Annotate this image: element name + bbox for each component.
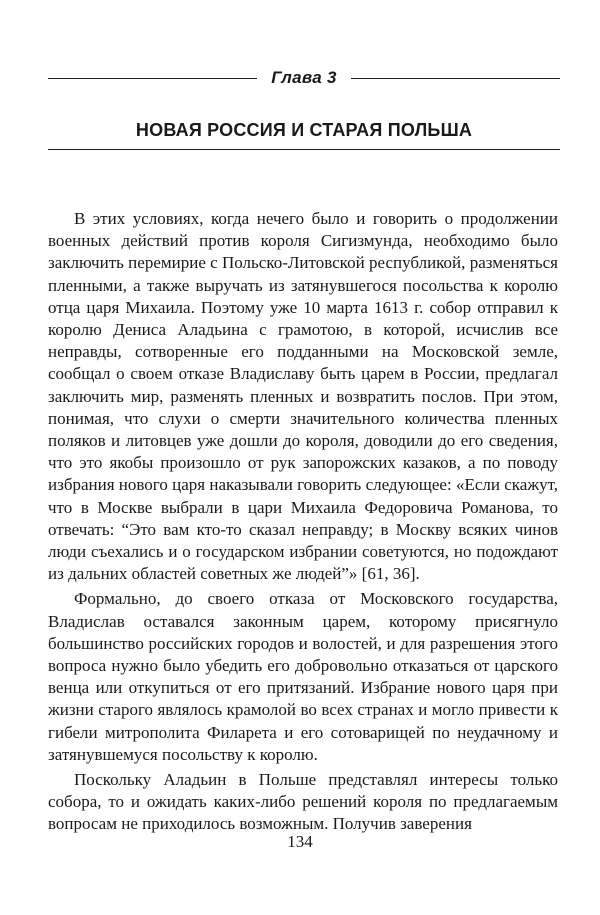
paragraph: Формально, до своего отказа от Московского государства, Владислав оставался законным царем, которому присягнуло большинство российских городов и волостей, и для разрешения этого вопроса нужно было убедить его добровольно отказаться от царского венца или откупиться от его притязаний. Избрание нового царя при жизни старого являлось крамолой во всех странах и могло привести к гибели митрополита Филарета и его сотоварищей по неудачному и затянувшемуся посольству к королю. <box>48 589 558 764</box>
chapter-rule-right <box>351 78 560 79</box>
paragraph: В этих условиях, когда нечего было и говорить о продолжении военных действий против короля Сигизмунда, необходимо было заключить перемирие с Польско-Литовской республикой, разменяться пленными, а также выручать из затянувшегося посольства к королю отца царя Михаила. Поэтому уже 10 марта 1613 г. собор отправил к королю Дениса Аладьина с грамотою, в которой, исчислив все неправды, сотворенные его подданными на Московской земле, сообщал о своем отказе Владиславу быть царем в России, предлагал заключить мир, разменять пленных и возвратить послов. При этом, понимая, что слухи о смерти значительного количества пленных поляков и литовцев уже дошли до короля, доводили до его сведения, что это якобы произошло от рук запорожских казаков, а по поводу избрания нового царя наказывали говорить следующее: «Если скажут, что в Москве выбрали в цари Михаила Федоровича Романова, то отвечать: “Это вам кто-то сказал неправду; в Москву всяких чинов люди съехались и о государском избрании советуются, но подождают из дальних областей советных же людей”» [61, 36]. <box>48 209 558 584</box>
page-number: 134 <box>287 832 313 851</box>
body-text <box>48 208 558 839</box>
chapter-title: НОВАЯ РОССИЯ И СТАРАЯ ПОЛЬША <box>135 120 473 140</box>
chapter-rule-left <box>48 78 257 79</box>
title-underline-rule <box>48 149 560 150</box>
chapter-label: Глава 3 <box>271 68 337 87</box>
chapter-header <box>48 66 560 90</box>
paragraph: Поскольку Аладьин в Польше представлял интересы только собора, то и ожидать каких-либо решений короля по предлагаемым вопросам не приходилось возможным. Получив заверения <box>48 770 558 834</box>
